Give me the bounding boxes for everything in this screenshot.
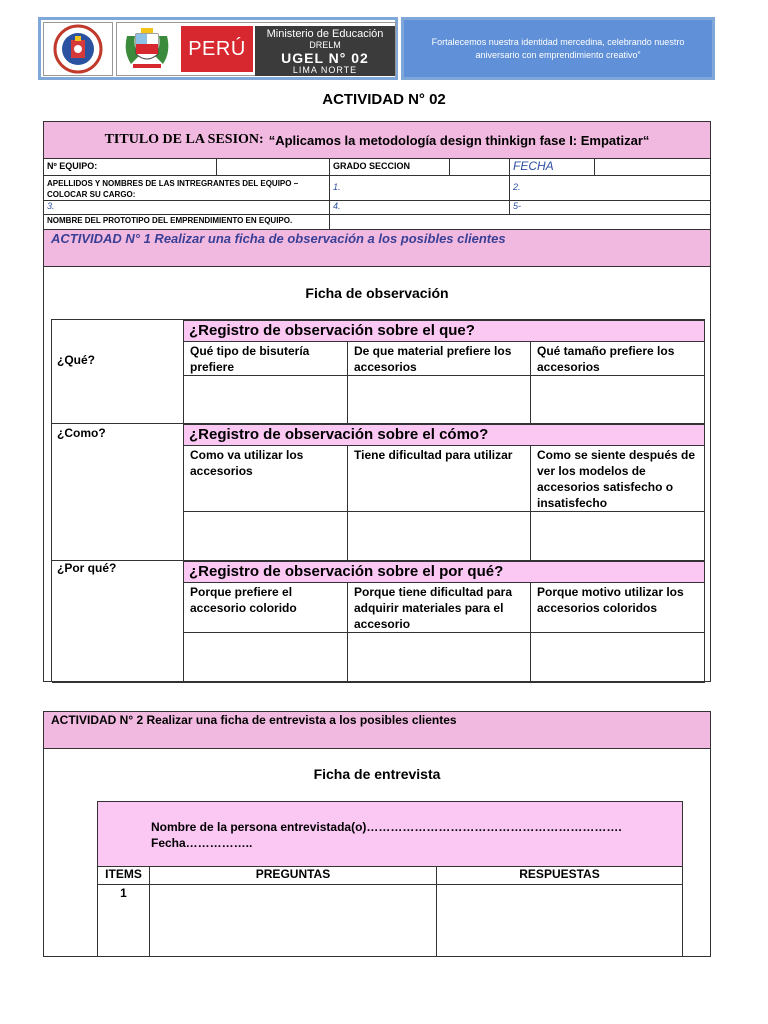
member-5-field[interactable]: 5- — [509, 201, 710, 214]
prototype-label: NOMBRE DEL PROTOTIPO DEL EMPRENDIMIENTO EN EQUIPO. — [47, 216, 293, 225]
members-row-2 — [44, 201, 710, 215]
why-option-2: Porque tiene dificultad para adquirir materiales para el accesorio — [347, 583, 530, 633]
question-why-label: ¿Por qué? — [52, 561, 183, 683]
members-row — [44, 176, 710, 201]
team-number-field[interactable] — [216, 159, 329, 175]
peru-coat-of-arms-icon — [121, 26, 173, 72]
what-answer-3[interactable] — [530, 376, 705, 424]
interview-table — [97, 801, 683, 957]
member-3-field[interactable]: 3. — [47, 201, 55, 211]
why-answer-1[interactable] — [183, 633, 347, 683]
why-answer-3[interactable] — [530, 633, 705, 683]
header-banner — [38, 17, 715, 80]
question-cell[interactable] — [149, 885, 436, 956]
ministry-badge — [255, 26, 395, 76]
interviewee-box — [98, 802, 682, 867]
how-answer-3[interactable] — [530, 512, 705, 561]
grade-section-field[interactable] — [449, 159, 509, 175]
answer-cell[interactable] — [436, 885, 682, 956]
why-option-3: Porque motivo utilizar los accesorios coloridos — [530, 583, 705, 633]
how-answer-2[interactable] — [347, 512, 530, 561]
what-option-2: De que material prefiere los accesorios — [347, 342, 530, 376]
what-option-1: Qué tipo de bisutería prefiere — [183, 342, 347, 376]
item-number: 1 — [120, 886, 127, 900]
question-how-label: ¿Como? — [52, 424, 183, 561]
interview-date-line[interactable]: Fecha…………….. — [151, 836, 253, 850]
question-what-block — [183, 320, 705, 374]
question-why-bar: ¿Registro de observación sobre el por qué? — [183, 561, 705, 583]
why-answer-2[interactable] — [347, 633, 530, 683]
grade-section-label: GRADO SECCION — [329, 159, 449, 175]
session-title-value: “Aplicamos la metodología design thinkign fase I: Empatizar“ — [268, 132, 650, 148]
drelm-label: DRELM — [309, 40, 341, 50]
lima-norte-label: LIMA NORTE — [292, 65, 358, 75]
interview-header-row — [98, 867, 682, 885]
document-title: ACTIVIDAD N° 02 — [322, 91, 446, 108]
prototype-row — [44, 215, 710, 229]
date-field[interactable] — [594, 159, 710, 175]
question-how-block — [183, 424, 705, 510]
what-answer-1[interactable] — [183, 376, 347, 424]
team-number-label: Nº EQUIPO: — [47, 161, 98, 171]
ugel-label: UGEL N° 02 — [281, 50, 369, 66]
member-4-field[interactable]: 4. — [329, 201, 509, 214]
team-row — [44, 159, 710, 176]
slogan-box: Fortalecemos nuestra identidad mercedina, celebrando nuestro aniversario con emprendimiento creativo” — [401, 17, 715, 80]
government-logos — [116, 22, 396, 76]
session-title-label: TITULO DE LA SESION: — [104, 132, 264, 147]
interview-row — [98, 885, 682, 956]
what-option-3: Qué tamaño prefiere los accesorios — [530, 342, 705, 376]
ministry-name: Ministerio de Educación — [266, 28, 384, 40]
col-questions-header: PREGUNTAS — [149, 867, 436, 884]
school-logo — [43, 22, 113, 76]
activity-2-section — [43, 711, 711, 957]
activity-2-heading: ACTIVIDAD N° 2 Realizar una ficha de entrevista a los posibles clientes — [44, 712, 710, 749]
observation-table — [51, 319, 705, 682]
members-label: APELLIDOS Y NOMBRES DE LAS INTREGRANTES DEL EQUIPO – COLOCAR SU CARGO: — [47, 179, 299, 199]
col-items-header: ITEMS — [105, 867, 142, 881]
what-answer-2[interactable] — [347, 376, 530, 424]
question-what-label: ¿Qué? — [52, 320, 183, 424]
question-why-block — [183, 561, 705, 631]
date-label: FECHA — [509, 159, 594, 175]
observation-sheet-title: Ficha de observación — [305, 285, 449, 301]
school-crest-icon — [44, 23, 112, 75]
peru-label: PERÚ — [181, 26, 253, 72]
logos-panel — [38, 17, 398, 80]
interview-sheet-title: Ficha de entrevista — [313, 766, 441, 782]
why-option-1: Porque prefiere el accesorio colorido — [183, 583, 347, 633]
activity-1-heading: ACTIVIDAD N° 1 Realizar una ficha de observación a los posibles clientes — [44, 230, 710, 267]
session-title-row — [44, 122, 710, 159]
question-how-bar: ¿Registro de observación sobre el cómo? — [183, 424, 705, 446]
how-option-3: Como se siente después de ver los modelos de accesorios satisfecho o insatisfecho — [530, 446, 705, 512]
question-what-bar: ¿Registro de observación sobre el que? — [183, 320, 705, 342]
activity-1-section — [43, 229, 711, 682]
how-option-1: Como va utilizar los accesorios — [183, 446, 347, 512]
how-answer-1[interactable] — [183, 512, 347, 561]
how-option-2: Tiene dificultad para utilizar — [347, 446, 530, 512]
session-info-table — [43, 121, 711, 230]
interviewee-name-line[interactable]: Nombre de la persona entrevistada(o)………………………………………………………. — [151, 820, 622, 834]
member-2-field[interactable]: 2. — [509, 176, 710, 200]
col-answers-header: RESPUESTAS — [436, 867, 682, 884]
member-1-field[interactable]: 1. — [329, 176, 509, 200]
prototype-field[interactable] — [329, 215, 710, 229]
